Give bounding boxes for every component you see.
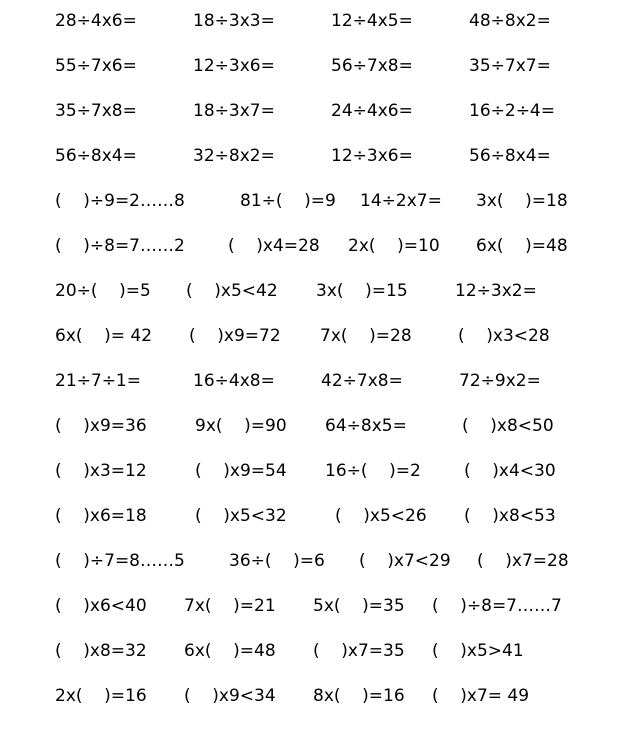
problem: 42÷7x8= xyxy=(321,371,403,391)
problem: 24÷4x6= xyxy=(331,101,413,121)
problem: ( )x6=18 xyxy=(55,506,147,526)
problem: ( )x7<29 xyxy=(359,551,451,571)
problem: ( )x9=54 xyxy=(195,461,287,481)
problem: 64÷8x5= xyxy=(325,416,407,436)
problem: 21÷7÷1= xyxy=(55,371,141,391)
problem: 36÷( )=6 xyxy=(229,551,325,571)
problem: 81÷( )=9 xyxy=(240,191,336,211)
problem-row xyxy=(0,51,634,81)
problem: 2x( )=10 xyxy=(348,236,440,256)
problem: ( )÷8=7……7 xyxy=(432,596,562,616)
problem: 7x( )=21 xyxy=(184,596,276,616)
problem-row xyxy=(0,591,634,621)
problem: 5x( )=35 xyxy=(313,596,405,616)
problem: 14÷2x7= xyxy=(360,191,442,211)
problem: ( )x6<40 xyxy=(55,596,147,616)
problem: 12÷3x6= xyxy=(193,56,275,76)
problem: 55÷7x6= xyxy=(55,56,137,76)
problem: 56÷7x8= xyxy=(331,56,413,76)
problem-row xyxy=(0,411,634,441)
problem: ( )x5<42 xyxy=(186,281,278,301)
problem: 16÷2÷4= xyxy=(469,101,555,121)
problem: ( )x3<28 xyxy=(458,326,550,346)
problem-row xyxy=(0,141,634,171)
problem: 12÷4x5= xyxy=(331,11,413,31)
problem: ( )x7=28 xyxy=(477,551,569,571)
problem-row xyxy=(0,276,634,306)
problem: 12÷3x6= xyxy=(331,146,413,166)
problem-row xyxy=(0,6,634,36)
problem: 6x( )=48 xyxy=(476,236,568,256)
problem: ( )x7=35 xyxy=(313,641,405,661)
problem: ( )x8<50 xyxy=(462,416,554,436)
problem: 72÷9x2= xyxy=(459,371,541,391)
problem: 56÷8x4= xyxy=(55,146,137,166)
problem-row xyxy=(0,321,634,351)
problem-row xyxy=(0,186,634,216)
problem: 6x( )=48 xyxy=(184,641,276,661)
problem: 48÷8x2= xyxy=(469,11,551,31)
problem: 3x( )=18 xyxy=(476,191,568,211)
problem: 18÷3x7= xyxy=(193,101,275,121)
problem-row xyxy=(0,456,634,486)
problem: 12÷3x2= xyxy=(455,281,537,301)
problem: ( )x9=72 xyxy=(189,326,281,346)
problem: 16÷4x8= xyxy=(193,371,275,391)
problem-row xyxy=(0,96,634,126)
problem: 3x( )=15 xyxy=(316,281,408,301)
problem: ( )x5<26 xyxy=(335,506,427,526)
problem-row xyxy=(0,366,634,396)
problem-row xyxy=(0,231,634,261)
problem: 35÷7x8= xyxy=(55,101,137,121)
problem: ( )x8=32 xyxy=(55,641,147,661)
problem: 32÷8x2= xyxy=(193,146,275,166)
problem: 6x( )= 42 xyxy=(55,326,153,346)
problem-row xyxy=(0,501,634,531)
problem: 7x( )=28 xyxy=(320,326,412,346)
problem-row xyxy=(0,636,634,666)
problem: 18÷3x3= xyxy=(193,11,275,31)
problem: ( )÷9=2……8 xyxy=(55,191,185,211)
problem: ( )x4=28 xyxy=(228,236,320,256)
problem: 16÷( )=2 xyxy=(325,461,421,481)
problem-row xyxy=(0,546,634,576)
problem: ( )x5>41 xyxy=(432,641,524,661)
problem: ( )x8<53 xyxy=(464,506,556,526)
problem: 2x( )=16 xyxy=(55,686,147,706)
problem: ( )x5<32 xyxy=(195,506,287,526)
problem: ( )÷7=8……5 xyxy=(55,551,185,571)
problem: 56÷8x4= xyxy=(469,146,551,166)
problem: ( )x3=12 xyxy=(55,461,147,481)
problem-row xyxy=(0,681,634,711)
problem: ( )x4<30 xyxy=(464,461,556,481)
problem: ( )x9<34 xyxy=(184,686,276,706)
problem: 28÷4x6= xyxy=(55,11,137,31)
problem: 8x( )=16 xyxy=(313,686,405,706)
problem: ( )x9=36 xyxy=(55,416,147,436)
problem: 35÷7x7= xyxy=(469,56,551,76)
problem: 9x( )=90 xyxy=(195,416,287,436)
problem: ( )x7= 49 xyxy=(432,686,530,706)
problem: 20÷( )=5 xyxy=(55,281,151,301)
problem: ( )÷8=7……2 xyxy=(55,236,185,256)
